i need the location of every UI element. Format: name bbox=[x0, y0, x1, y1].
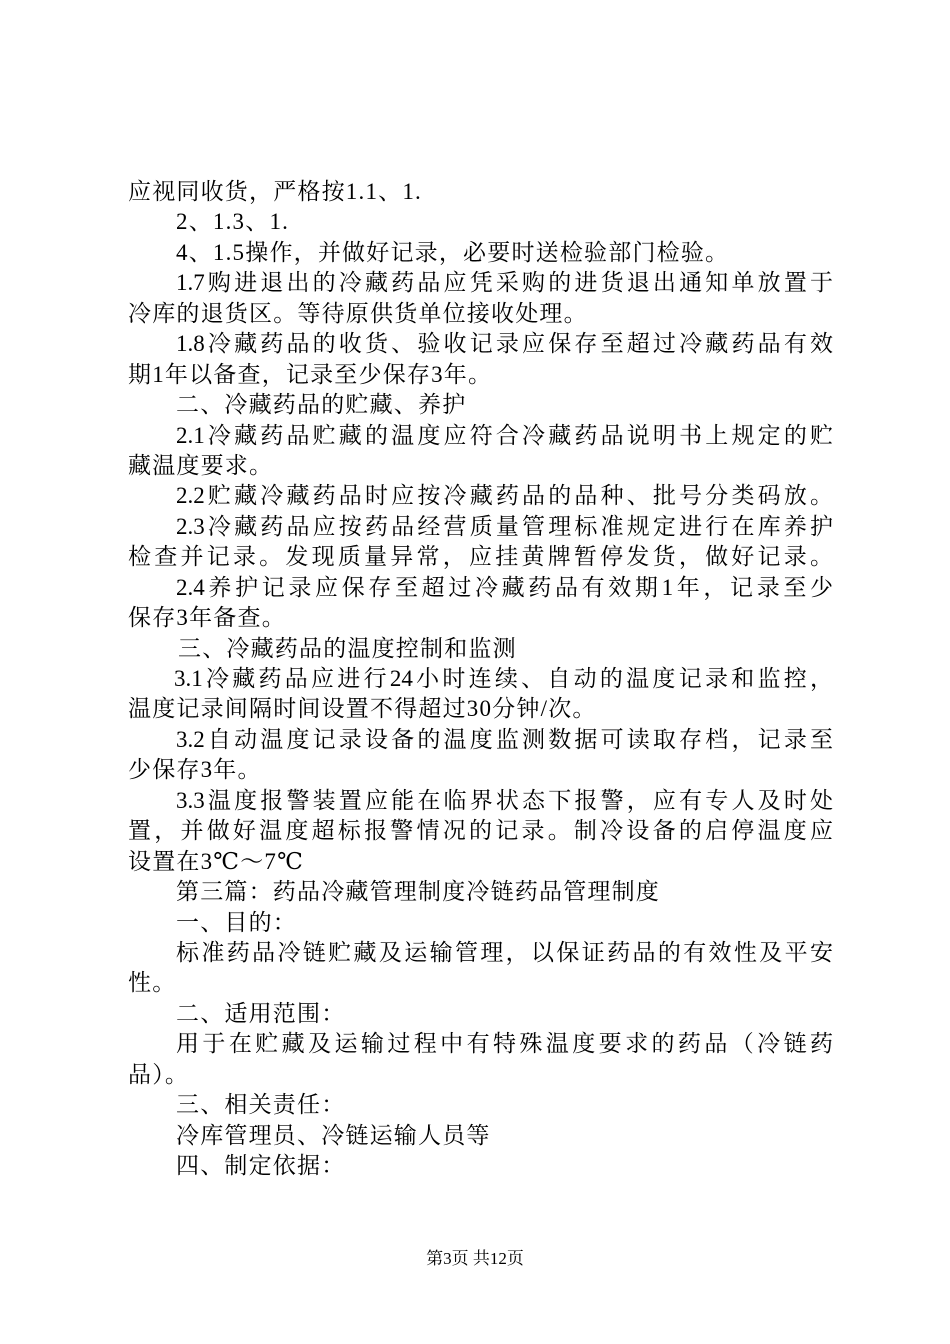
page-number: 第3页 共12页 bbox=[426, 1249, 524, 1268]
section-heading: 三、相关责任： bbox=[176, 1092, 346, 1118]
text-line: 4、1.5操作，并做好记录，必要时送检验部门检验。 bbox=[176, 239, 730, 265]
text-line: 2.4养护记录应保存至超过冷藏药品有效期1年，记录至少 bbox=[176, 574, 833, 600]
text-line: 冷库的退货区。等待原供货单位接收处理。 bbox=[128, 300, 588, 326]
text-line: 应视同收货，严格按1.1、1. bbox=[128, 179, 422, 204]
text-line: 用于在贮藏及运输过程中有特殊温度要求的药品（冷链药 bbox=[176, 1031, 833, 1057]
text-line: 少保存3年。 bbox=[128, 757, 262, 783]
text-line: 1.7购进退出的冷藏药品应凭采购的进货退出通知单放置于 bbox=[176, 270, 833, 296]
document-body bbox=[128, 177, 833, 1181]
text-line: 2、1.3、1. bbox=[176, 209, 290, 235]
text-line: 检查并记录。发现质量异常，应挂黄牌暂停发货，做好记录。 bbox=[128, 544, 833, 570]
text-line: 温度记录间隔时间设置不得超过30分钟/次。 bbox=[128, 696, 597, 722]
text-line: 期1年以备查，记录至少保存3年。 bbox=[128, 361, 493, 387]
text-line: 性。 bbox=[128, 970, 177, 996]
text-line: 保存3年备查。 bbox=[128, 605, 286, 631]
text-line: 3.2自动温度记录设备的温度监测数据可读取存档，记录至 bbox=[176, 726, 833, 752]
section-heading: 三、冷藏药品的温度控制和监测 bbox=[178, 635, 517, 661]
section-heading: 二、适用范围： bbox=[176, 1000, 346, 1026]
text-line: 设置在3℃～7℃ bbox=[128, 848, 305, 874]
text-line: 2.2贮藏冷藏药品时应按冷藏药品的品种、批号分类码放。 bbox=[176, 483, 833, 509]
chapter-title: 第三篇：药品冷藏管理制度冷链药品管理制度 bbox=[176, 879, 660, 905]
text-line: 2.1冷藏药品贮藏的温度应符合冷藏药品说明书上规定的贮 bbox=[176, 422, 833, 448]
text-line: 冷库管理员、冷链运输人员等 bbox=[176, 1122, 491, 1148]
section-heading: 四、制定依据： bbox=[176, 1153, 346, 1178]
section-heading: 一、目的： bbox=[176, 909, 297, 935]
text-line: 置，并做好温度超标报警情况的记录。制冷设备的启停温度应 bbox=[128, 818, 833, 844]
text-line: 品）。 bbox=[128, 1061, 190, 1087]
text-line: 3.3温度报警装置应能在临界状态下报警，应有专人及时处 bbox=[176, 787, 833, 813]
text-line: 2.3冷藏药品应按药品经营质量管理标准规定进行在库养护 bbox=[176, 513, 833, 539]
text-line: 标准药品冷链贮藏及运输管理，以保证药品的有效性及平安 bbox=[176, 939, 833, 965]
text-line: 1.8冷藏药品的收货、验收记录应保存至超过冷藏药品有效 bbox=[176, 331, 833, 357]
section-heading: 二、冷藏药品的贮藏、养护 bbox=[176, 392, 467, 418]
text-line: 藏温度要求。 bbox=[128, 452, 274, 478]
text-line: 3.1冷藏药品应进行24小时连续、自动的温度记录和监控， bbox=[174, 666, 833, 691]
